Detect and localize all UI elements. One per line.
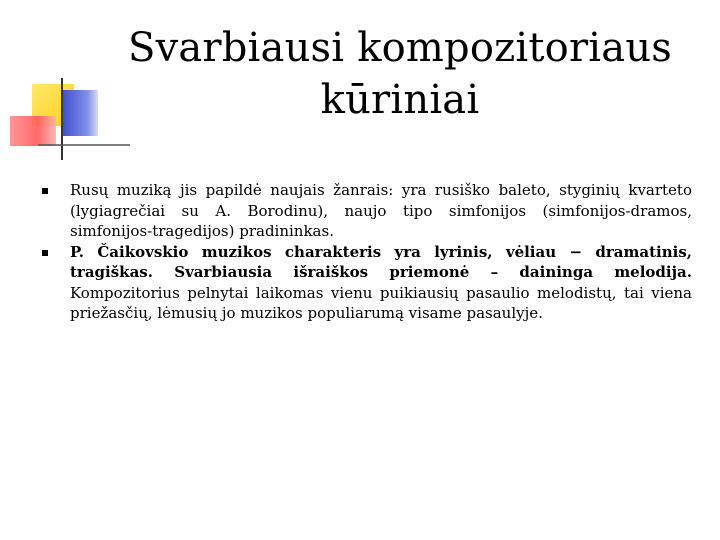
bullet-list xyxy=(40,180,692,324)
title-line-2: kūriniai xyxy=(320,77,480,123)
bullet-item-2 xyxy=(40,242,692,324)
bullet-marker-icon xyxy=(42,250,48,256)
bullet-text-1: Rusų muziką jis papildė naujais žanrais: yra rusiško baleto, styginių kvarteto (lygiagrečiai su A. Borodinu), naujo tipo simfonijos (simfonijos-dramos, simfonijos-tragedijos) pradininkas. xyxy=(70,181,692,240)
slide-title xyxy=(110,22,690,126)
bullet-bold-text-2: P. Čaikovskio muzikos charakteris yra lyrinis, vėliau − dramatinis, tragiškas. Svarbiausia išraiškos priemonė – daininga melodija. xyxy=(70,242,692,281)
bullet-text-2: Kompozitorius pelnytai laikomas vienu puikiausių pasaulio melodistų, tai viena priežasčių, lėmusių jo muzikos populiarumą visame pasaulyje. xyxy=(70,283,692,322)
blue-square xyxy=(62,90,98,136)
bullet-marker-icon xyxy=(42,188,48,194)
bullet-item-1 xyxy=(40,180,692,242)
title-line-1: Svarbiausi kompozitoriaus xyxy=(127,25,673,71)
red-square xyxy=(10,116,56,146)
